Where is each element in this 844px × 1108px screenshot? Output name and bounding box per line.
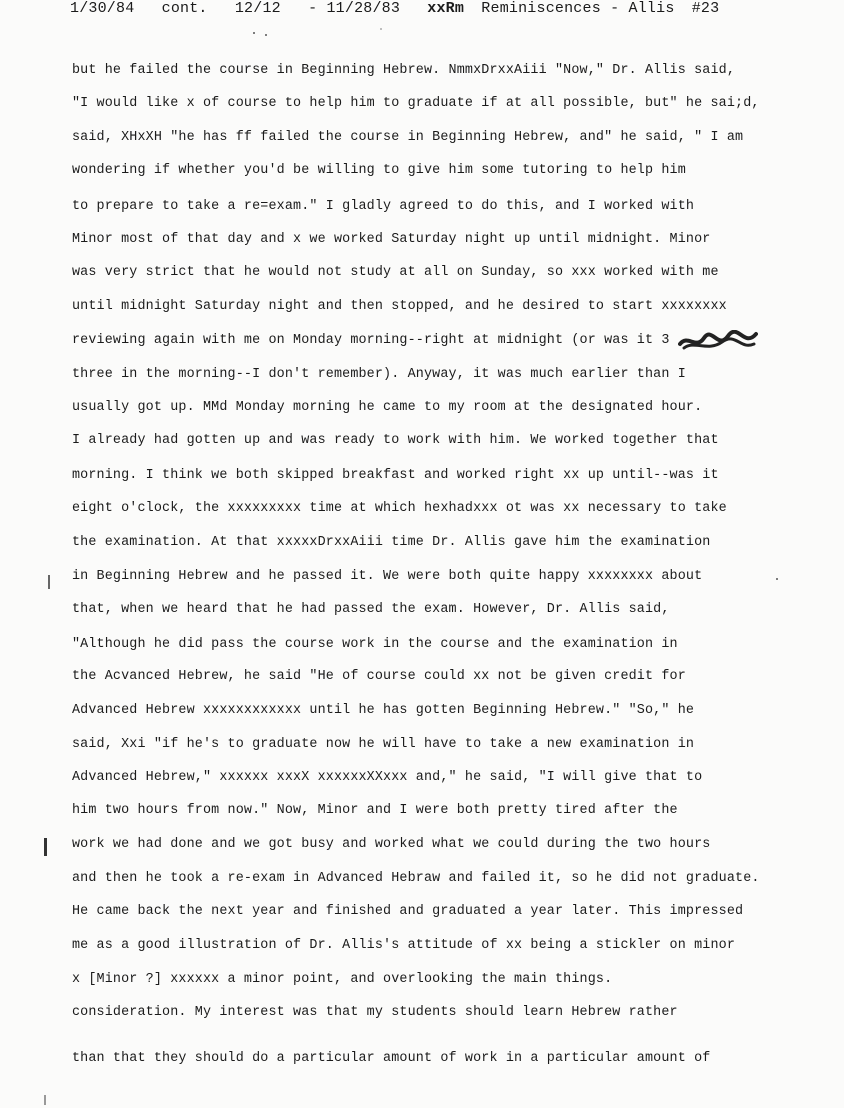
speck xyxy=(380,28,382,30)
text-line: reviewing again with me on Monday morning--right at midnight (or was it 3 xyxy=(72,333,670,348)
text-line: than that they should do a particular amount of work in a particular amount of xyxy=(72,1051,711,1066)
text-line: Advanced Hebrew xxxxxxxxxxxx until he has gotten Beginning Hebrew." "So," he xyxy=(72,703,695,718)
header-struck-text: xxRm xyxy=(427,0,465,17)
header-page-ref: 12/12 xyxy=(234,0,281,17)
text-line: x [Minor ?] xxxxxx a minor point, and overlooking the main things. xyxy=(72,972,613,987)
speck xyxy=(253,32,255,34)
text-line: I already had gotten up and was ready to work with him. We worked together that xyxy=(72,433,719,448)
text-line: wondering if whether you'd be willing to give him some tutoring to help him xyxy=(72,163,686,178)
text-line: eight o'clock, the xxxxxxxxx time at which hexhadxxx ot was xx necessary to take xyxy=(72,501,727,516)
text-line: consideration. My interest was that my students should learn Hebrew rather xyxy=(72,1005,678,1020)
text-line: to prepare to take a re=exam." I gladly agreed to do this, and I worked with xyxy=(72,199,695,214)
text-line: "Although he did pass the course work in the course and the examination in xyxy=(72,637,678,652)
text-line: usually got up. MMd Monday morning he came to my room at the designated hour. xyxy=(72,400,703,415)
text-line: but he failed the course in Beginning Hebrew. NmmxDrxxAiii "Now," Dr. Allis said, xyxy=(72,63,736,78)
text-line: said, Xxi "if he's to graduate now he will have to take a new examination in xyxy=(72,737,695,752)
header-title: Reminiscences - Allis xyxy=(481,0,675,17)
page-header xyxy=(70,0,737,17)
text-line: the examination. At that xxxxxDrxxAiii time Dr. Allis gave him the examination xyxy=(72,535,711,550)
text-line: that, when we heard that he had passed the exam. However, Dr. Allis said, xyxy=(72,602,670,617)
text-line: Advanced Hebrew," xxxxxx xxxX xxxxxxXXxxx and," he said, "I will give that to xyxy=(72,770,703,785)
text-line: said, XHxXH "he has ff failed the course in Beginning Hebrew, and" he said, " I am xyxy=(72,130,744,145)
text-line: Minor most of that day and x we worked Saturday night up until midnight. Minor xyxy=(72,232,711,247)
text-line: the Acvanced Hebrew, he said "He of course could xx not be given credit for xyxy=(72,669,686,684)
header-date: 1/30/84 xyxy=(70,0,135,17)
text-line: three in the morning--I don't remember). Anyway, it was much earlier than I xyxy=(72,367,686,382)
header-page-number: #23 xyxy=(691,0,720,17)
text-line: him two hours from now." Now, Minor and I were both pretty tired after the xyxy=(72,803,678,818)
ink-scribble xyxy=(678,330,758,354)
margin-tick-mark xyxy=(48,575,50,589)
margin-tick-mark xyxy=(44,1095,46,1105)
header-orig-date: - 11/28/83 xyxy=(308,0,401,17)
text-line: He came back the next year and finished and graduated a year later. This impressed xyxy=(72,904,744,919)
header-cont: cont. xyxy=(161,0,208,17)
text-line: morning. I think we both skipped breakfast and worked right xx up until--was it xyxy=(72,468,719,483)
text-line: and then he took a re-exam in Advanced Hebraw and failed it, so he did not graduate. xyxy=(72,871,760,886)
text-line: "I would like x of course to help him to graduate if at all possible, but" he sai;d, xyxy=(72,96,760,111)
text-line: work we had done and we got busy and worked what we could during the two hours xyxy=(72,837,711,852)
text-line: in Beginning Hebrew and he passed it. We were both quite happy xxxxxxxx about xyxy=(72,569,703,584)
text-line: me as a good illustration of Dr. Allis's attitude of xx being a stickler on minor xyxy=(72,938,736,953)
text-line: until midnight Saturday night and then stopped, and he desired to start xxxxxxxx xyxy=(72,299,727,314)
text-line: was very strict that he would not study at all on Sunday, so xxx worked with me xyxy=(72,265,719,280)
speck xyxy=(776,578,778,580)
margin-tick-mark xyxy=(44,838,47,856)
speck xyxy=(265,34,267,36)
